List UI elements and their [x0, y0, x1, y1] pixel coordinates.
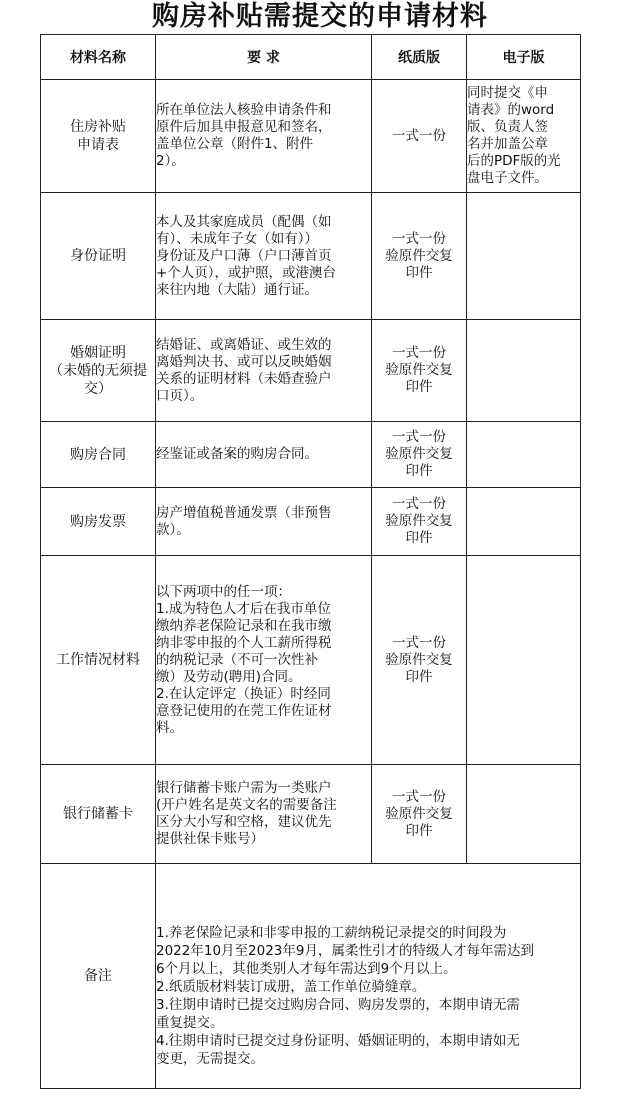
- paper-copy-line: 一式一份: [392, 345, 446, 361]
- material-requirement: [156, 765, 372, 864]
- notes-row: [41, 864, 581, 1089]
- table-row: [41, 765, 581, 864]
- table-header-row: [41, 35, 581, 80]
- paper-copy-line: 验原件交复: [385, 247, 453, 264]
- material-requirement-line: (开户姓名是英文名的需要备注: [156, 797, 337, 813]
- material-requirement-line: 房产增值税普通发票（非预售: [156, 504, 332, 521]
- paper-copy-line: 验原件交复: [385, 651, 453, 668]
- material-requirement: [156, 488, 372, 556]
- electronic-copy: [467, 556, 581, 765]
- paper-copy: [372, 193, 467, 320]
- material-name: [41, 422, 156, 488]
- electronic-copy-line: 后的PDF版的光: [467, 153, 561, 169]
- material-requirement: [156, 556, 372, 765]
- material-requirement: [156, 422, 372, 488]
- material-name-line: 购房发票: [70, 513, 126, 530]
- paper-copy: [372, 488, 467, 556]
- table-row: [41, 320, 581, 422]
- paper-copy-line: 验原件交复: [385, 805, 453, 822]
- material-requirement-line: 款）。: [156, 521, 190, 538]
- material-requirement: [156, 80, 372, 193]
- electronic-copy: [467, 320, 581, 422]
- material-name-line: 申请表: [77, 137, 119, 153]
- paper-copy: [372, 765, 467, 864]
- paper-copy: [372, 556, 467, 765]
- material-name: [41, 488, 156, 556]
- material-requirement-line: 2.在认定评定（换证）时经同: [156, 685, 331, 702]
- material-name-line: 银行储蓄卡: [63, 806, 133, 822]
- material-requirement-line: 纳非零申报的个人工薪所得税: [156, 634, 332, 651]
- paper-copy-line: 一式一份: [392, 230, 446, 247]
- material-name: [41, 80, 156, 193]
- table-row: [41, 193, 581, 320]
- material-requirement-line: 区分大小写和空格，建议优先: [156, 814, 332, 830]
- table-row: [41, 422, 581, 488]
- note-line: 重复提交。: [156, 1015, 224, 1031]
- electronic-copy: [467, 80, 581, 193]
- paper-copy-line: 印件: [405, 822, 433, 839]
- paper-copy: [372, 320, 467, 422]
- material-requirement-line: 银行储蓄卡账户需为一类账户: [156, 780, 332, 796]
- header-paper: 纸质版: [372, 35, 467, 80]
- notes-text: [156, 864, 581, 1089]
- material-requirement-line: 所在单位法人核验申请条件和: [156, 102, 332, 118]
- note-line: 变更，无需提交。: [156, 1051, 264, 1067]
- material-requirement-line: 原件后加具申报意见和签名，: [156, 119, 332, 135]
- material-name-line: 购房合同: [70, 446, 126, 463]
- electronic-copy-line: 名并加盖公章: [467, 136, 548, 152]
- material-name-line: 住房补贴: [70, 119, 126, 135]
- note-line: 6个月以上，其他类别人才每年需达到9个月以上。: [156, 961, 457, 977]
- electronic-copy: [467, 422, 581, 488]
- electronic-copy: [467, 193, 581, 320]
- material-name-line: （未婚的无须提: [49, 362, 147, 379]
- paper-copy-line: 印件: [405, 264, 433, 281]
- material-requirement-line: 盖单位公章（附件1、附件: [156, 136, 314, 152]
- material-requirement: [156, 193, 372, 320]
- note-line: 1.养老保险记录和非零申报的工薪纳税记录提交的时间段为: [156, 925, 507, 941]
- material-requirement-line: 本人及其家庭成员（配偶（如: [156, 213, 332, 230]
- material-requirement-line: 关系的证明材料（未婚查验户: [156, 370, 332, 387]
- material-requirement-line: 以下两项中的任一项：: [156, 583, 291, 600]
- material-name-line: 交）: [84, 380, 112, 397]
- electronic-copy-line: 盘电子文件。: [467, 170, 548, 186]
- paper-copy-line: 印件: [405, 668, 433, 685]
- table-row: [41, 556, 581, 765]
- material-requirement: [156, 320, 372, 422]
- materials-table: [40, 34, 581, 1089]
- material-name: [41, 765, 156, 864]
- material-requirement-line: 意登记使用的在莞工作佐证材: [156, 702, 332, 719]
- paper-copy-line: 一式一份: [392, 127, 446, 144]
- electronic-copy-line: 版、负责人签: [467, 119, 548, 135]
- table-row: [41, 488, 581, 556]
- material-requirement-line: 经鉴证或备案的购房合同。: [156, 446, 318, 462]
- note-line: 2022年10月至2023年9月，属柔性引才的特级人才每年需达到: [156, 943, 534, 959]
- paper-copy-line: 验原件交复: [385, 513, 453, 529]
- paper-copy-line: 一式一份: [392, 496, 446, 512]
- material-requirement-line: 结婚证、或离婚证、或生效的: [156, 336, 332, 353]
- paper-copy-line: 验原件交复: [385, 362, 453, 378]
- material-requirement-line: 缴纳养老保险记录和在我市缴: [156, 617, 332, 634]
- material-requirement-line: +个人页），或护照，或港澳台: [156, 264, 337, 281]
- paper-copy-line: 印件: [405, 463, 433, 479]
- electronic-copy: [467, 488, 581, 556]
- paper-copy-line: 验原件交复: [385, 446, 453, 462]
- paper-copy-line: 印件: [405, 379, 433, 395]
- material-requirement-line: 身份证及户口薄（户口薄首页: [156, 247, 332, 264]
- paper-copy-line: 一式一份: [392, 634, 446, 651]
- material-requirement-line: 1.成为特色人才后在我市单位: [156, 600, 331, 617]
- material-requirement-line: 缴）及劳动(聘用)合同。: [156, 668, 302, 685]
- note-line: 4.往期申请时已提交过身份证明、婚姻证明的，本期申请如无: [156, 1033, 520, 1049]
- header-electronic: 电子版: [467, 35, 581, 80]
- electronic-copy: [467, 765, 581, 864]
- material-requirement-line: 有）、未成年子女（如有））: [156, 230, 318, 247]
- page-title: 购房补贴需提交的申请材料: [152, 1, 488, 32]
- paper-copy: [372, 80, 467, 193]
- header-material-name: 材料名称: [41, 35, 156, 80]
- paper-copy-line: 印件: [405, 530, 433, 546]
- paper-copy: [372, 422, 467, 488]
- header-requirement: 要 求: [156, 35, 372, 80]
- material-requirement-line: 来往内地（大陆）通行证。: [156, 281, 318, 298]
- material-name-line: 婚姻证明: [70, 344, 126, 361]
- note-line: 3.往期申请时已提交过购房合同、购房发票的，本期申请无需: [156, 997, 520, 1013]
- material-name-line: 身份证明: [70, 248, 126, 264]
- material-name-line: 工作情况材料: [56, 652, 140, 668]
- paper-copy-line: 一式一份: [392, 429, 446, 445]
- material-requirement-line: 离婚判决书、或可以反映婚姻: [156, 353, 332, 370]
- electronic-copy-line: 同时提交《申: [467, 85, 548, 101]
- paper-copy-line: 一式一份: [392, 788, 446, 805]
- material-requirement-line: 的纳税记录（不可一次性补: [156, 651, 318, 668]
- notes-label: 备注: [41, 864, 156, 1089]
- material-name: [41, 320, 156, 422]
- material-name: [41, 556, 156, 765]
- electronic-copy-line: 请表》的word: [467, 102, 555, 118]
- material-requirement-line: 料。: [156, 719, 183, 736]
- table-row: [41, 80, 581, 193]
- material-requirement-line: 2）。: [156, 153, 185, 169]
- material-name: [41, 193, 156, 320]
- material-requirement-line: 提供社保卡账号）: [156, 831, 264, 847]
- note-line: 2.纸质版材料装订成册，盖工作单位骑缝章。: [156, 979, 426, 995]
- material-requirement-line: 口页）。: [156, 387, 204, 404]
